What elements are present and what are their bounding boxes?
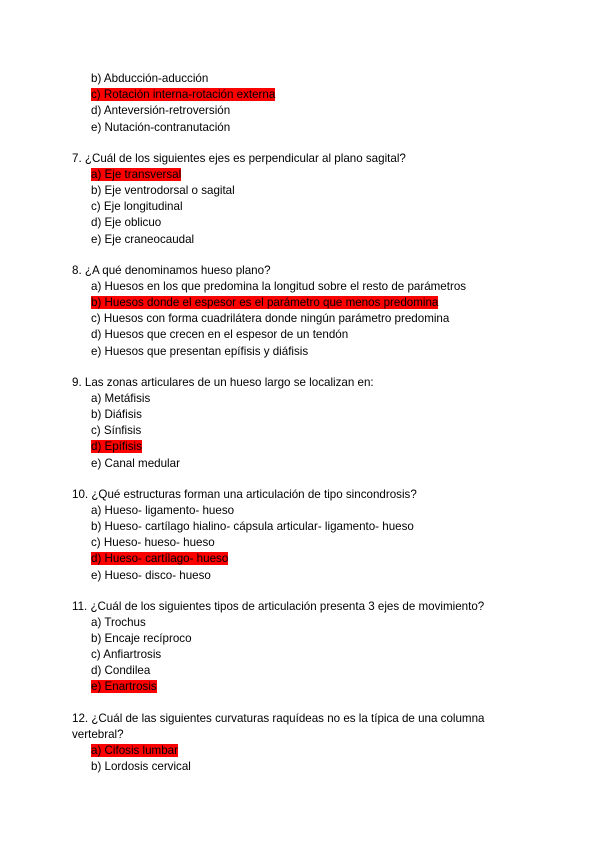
q7-option-a: [91, 167, 181, 182]
q11-option-a: a) Trochus: [91, 616, 146, 629]
q6-option-b: b) Abducción-aducción: [91, 72, 209, 85]
q8-question: 8. ¿A qué denominamos hueso plano?: [72, 264, 271, 277]
q11-option-b: b) Encaje recíproco: [91, 632, 192, 645]
q10-question: 10. ¿Qué estructuras forman una articulación de tipo sincondrosis?: [72, 488, 417, 501]
correct-answer-highlight: d) Hueso- cartílago- hueso: [91, 552, 229, 565]
q6-option-e: e) Nutación-contranutación: [91, 121, 231, 134]
q12-option-a: [91, 743, 178, 758]
q10-option-e: e) Hueso- disco- hueso: [91, 569, 211, 582]
q8-option-c: c) Huesos con forma cuadrilátera donde ningún parámetro predomina: [91, 312, 450, 325]
q9-question: 9. Las zonas articulares de un hueso largo se localizan en:: [72, 376, 374, 389]
q11-option-e: [91, 679, 157, 694]
q9-option-a: a) Metáfisis: [91, 392, 151, 405]
q12-question-line2: vertebral?: [72, 728, 124, 741]
q9-option-e: e) Canal medular: [91, 457, 180, 470]
correct-answer-highlight: a) Cifosis lumbar: [91, 744, 178, 757]
correct-answer-highlight: d) Epífisis: [91, 440, 142, 453]
q9-option-d: [91, 439, 142, 454]
q10-option-a: a) Hueso- ligamento- hueso: [91, 504, 235, 517]
q8-option-e: e) Huesos que presentan epífisis y diáfisis: [91, 345, 309, 358]
q11-option-d: d) Condilea: [91, 664, 151, 677]
correct-answer-highlight: c) Rotación interna-rotación externa: [91, 88, 276, 101]
q10-option-b: b) Hueso- cartílago hialino- cápsula articular- ligamento- hueso: [91, 520, 414, 533]
q8-option-b: [91, 295, 438, 310]
q8-option-a: a) Huesos en los que predomina la longitud sobre el resto de parámetros: [91, 280, 467, 293]
q7-option-d: d) Eje oblicuo: [91, 216, 162, 229]
q7-question: 7. ¿Cuál de los siguientes ejes es perpendicular al plano sagital?: [72, 152, 406, 165]
q6-option-d: d) Anteversión-retroversión: [91, 104, 231, 117]
q7-option-b: b) Eje ventrodorsal o sagital: [91, 184, 235, 197]
q10-option-d: [91, 551, 228, 566]
correct-answer-highlight: e) Enartrosis: [91, 680, 157, 693]
q11-question: 11. ¿Cuál de los siguientes tipos de articulación presenta 3 ejes de movimiento?: [72, 600, 485, 613]
q7-option-e: e) Eje craneocaudal: [91, 233, 195, 246]
q9-option-c: c) Sínfisis: [91, 424, 142, 437]
q12-option-b: b) Lordosis cervical: [91, 760, 191, 773]
q6-option-c: [91, 87, 275, 102]
correct-answer-highlight: a) Eje transversal: [91, 168, 182, 181]
q8-option-d: d) Huesos que crecen en el espesor de un tendón: [91, 328, 349, 341]
correct-answer-highlight: b) Huesos donde el espesor es el parámetro que menos predomina: [91, 296, 439, 309]
q11-option-c: c) Anfiartrosis: [91, 648, 162, 661]
q10-option-c: c) Hueso- hueso- hueso: [91, 536, 215, 549]
q9-option-b: b) Diáfisis: [91, 408, 142, 421]
q12-question-line1: 12. ¿Cuál de las siguientes curvaturas raquídeas no es la típica de una columna: [72, 712, 485, 725]
q7-option-c: c) Eje longitudinal: [91, 200, 183, 213]
